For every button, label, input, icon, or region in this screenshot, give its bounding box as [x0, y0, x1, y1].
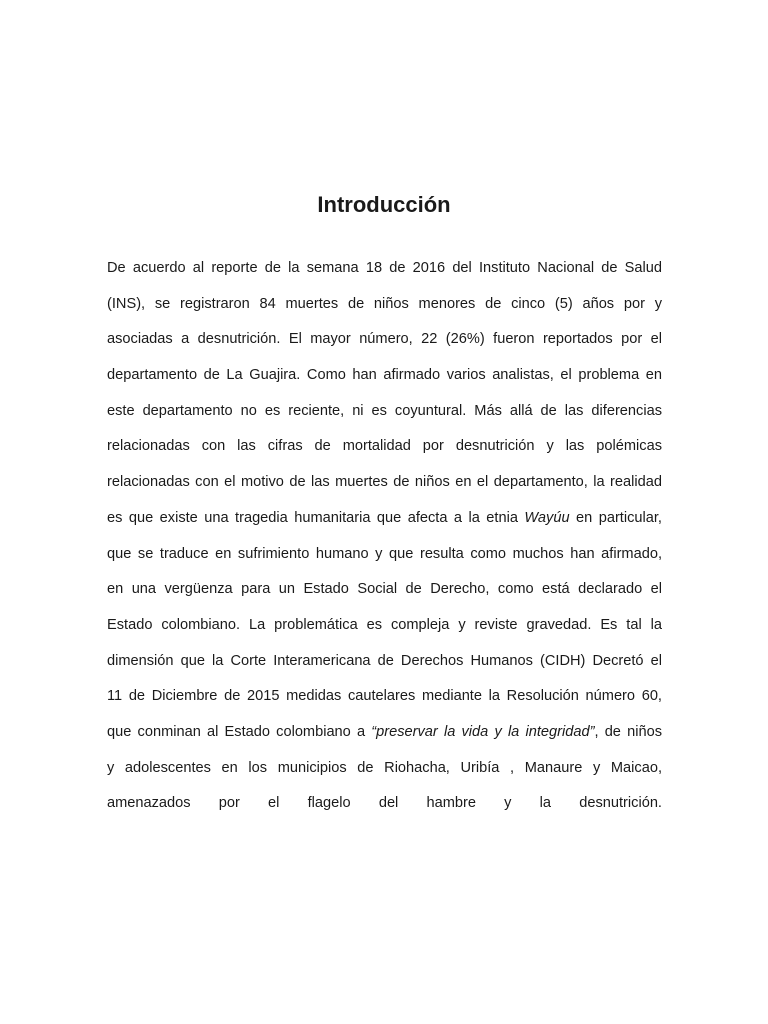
- page-title: Introducción: [317, 192, 451, 217]
- paragraph-line: [107, 325, 662, 361]
- paragraph-line: [107, 718, 662, 754]
- italic-text: “preservar la vida y la integridad”: [371, 723, 595, 740]
- paragraph-line: [107, 361, 662, 397]
- paragraph-line: [107, 290, 662, 326]
- paragraph-line: [107, 575, 662, 611]
- text-run: en particular,: [569, 509, 662, 526]
- introduction-paragraph: [107, 254, 662, 825]
- paragraph-line: [107, 254, 662, 290]
- text-run: Estado colombiano. La problemática es compleja y reviste gravedad. Es tal la: [107, 616, 662, 633]
- paragraph-line: [107, 789, 662, 825]
- text-run: amenazados por el flagelo del hambre y la desnutrición.: [107, 795, 662, 812]
- italic-text: Wayúu: [524, 509, 570, 526]
- text-run: , de niños: [594, 723, 662, 740]
- paragraph-line: [107, 468, 662, 504]
- text-run: asociadas a desnutrición. El mayor número, 22 (26%) fueron reportados por el: [107, 331, 662, 348]
- text-run: que se traduce en sufrimiento humano y que resulta como muchos han afirmado,: [107, 545, 662, 562]
- text-run: De acuerdo al reporte de la semana 18 de 2016 del Instituto Nacional de Salud: [107, 260, 662, 276]
- text-run: que conminan al Estado colombiano a: [107, 723, 372, 740]
- paragraph-line: [107, 432, 662, 468]
- text-run: 11 de Diciembre de 2015 medidas cautelares mediante la Resolución número 60,: [107, 688, 662, 705]
- paragraph-line: [107, 682, 662, 718]
- text-run: (INS), se registraron 84 muertes de niños menores de cinco (5) años por y: [107, 295, 662, 312]
- paragraph-line: [107, 504, 662, 540]
- paragraph-line: [107, 397, 662, 433]
- text-run: este departamento no es reciente, ni es coyuntural. Más allá de las diferencias: [107, 402, 662, 419]
- paragraph-line: [107, 754, 662, 790]
- paragraph-line: [107, 647, 662, 683]
- text-run: en una vergüenza para un Estado Social de Derecho, como está declarado el: [107, 581, 662, 598]
- text-run: dimensión que la Corte Interamericana de Derechos Humanos (CIDH) Decretó el: [107, 652, 662, 669]
- paragraph-line: [107, 540, 662, 576]
- text-run: departamento de La Guajira. Como han afirmado varios analistas, el problema en: [107, 367, 662, 384]
- text-run: es que existe una tragedia humanitaria que afecta a la etnia: [107, 509, 525, 526]
- text-run: relacionadas con las cifras de mortalidad por desnutrición y las polémicas: [107, 438, 662, 455]
- paragraph-line: [107, 611, 662, 647]
- text-run: y adolescentes en los municipios de Riohacha, Uribía , Manaure y Maicao,: [107, 759, 662, 776]
- text-run: relacionadas con el motivo de las muertes de niños en el departamento, la realidad: [107, 474, 662, 491]
